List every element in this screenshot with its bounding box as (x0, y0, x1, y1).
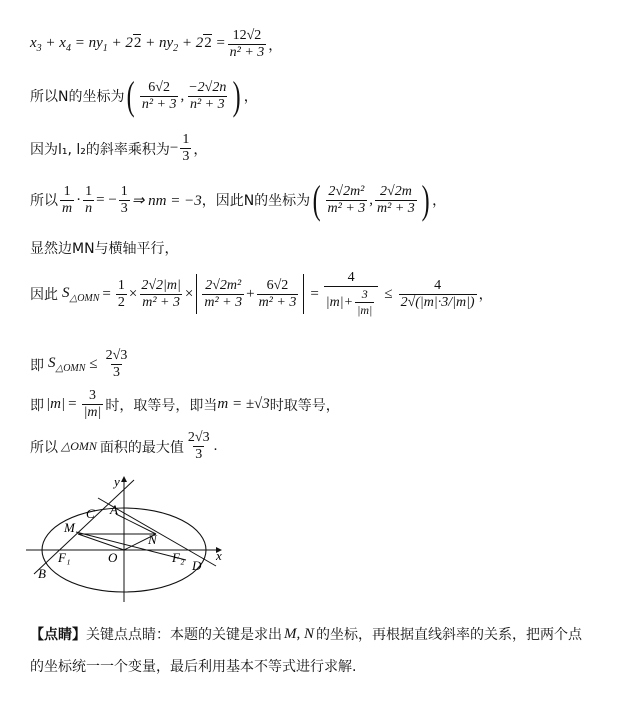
comment-line-1: 【点睛】 关键点点睛：本题的关键是求出 M, N 的坐标，再根据直线斜率的关系，把两个点 (30, 625, 582, 643)
label-M: M (64, 520, 75, 535)
label-B: B (38, 566, 46, 581)
equation-line-4: 所以 $\frac{1}{m}$ · $\frac{1}{n}$ = − $\frac{1}{3}$ ⇒ nm = −3 ，因此N的坐标为 ( $\frac{\text{2√2m²}}{\text{m² + 3}}$ , $\frac{2√2m}{\text{m² + 3}}$ ) ， (30, 177, 447, 222)
segment-AN (116, 514, 156, 534)
equation-line-8: 即 |m| = $\frac{3}{|m|}$ 时，取等号，即当 m = ±√3 时取等号， (30, 388, 340, 420)
label-A: A (110, 502, 118, 517)
equation-line-3: 因为l₁, l₂的斜率乘积为 − $\frac{1}{3}$ ， (30, 132, 208, 164)
line-through-F1 (34, 480, 134, 574)
label-C: C (86, 506, 95, 521)
equation-line-9: 所以 △OMN 面积的最大值 $\frac{2√3}{3}$ . (30, 430, 218, 462)
sum-expression: $x_3 + x_4 = ny_1 + 22 + ny_2 + 22$ = (30, 35, 226, 54)
label-F2: F₂ (172, 550, 185, 565)
label-N: N (148, 532, 157, 547)
equation-line-2: 所以N的坐标为 ( $\frac{6√2}{\text{n² + 3}}$ , $\frac{-2√2n}{\text{n² + 3}}$ ) ， (30, 73, 258, 118)
comment-bracket: 【点睛】 (30, 627, 86, 643)
label-x: x (216, 548, 222, 563)
label-O: O (108, 550, 118, 565)
equation-line-1: $x_3 + x_4 = ny_1 + 22 + ny_2 + 22$ = $\frac{12√2}{\text{n² + 3}}$ ， (30, 28, 283, 60)
equation-line-7: 即 $S_{\triangle OMN}$ ≤ $\frac{2√3}{3}$ (30, 348, 128, 380)
comment-line-2: 的坐标统一一个变量，最后利用基本不等式进行求解. (30, 659, 357, 675)
fraction: $\frac{12√2}{\text{n² + 3}}$ (229, 28, 265, 60)
fraction: $\frac{1}{3}$ (182, 132, 190, 164)
equation-line-6: 因此 $S_{\triangle OMN}$ = $\frac{1}{2}$ × $\frac{2√2|m|}{\text{m² + 3}}$ × $\frac{\text{2√2m²}}{\text{m² + 3}}$ + $\frac{6√2}{\text{m² + 3}}$ = 4 |m| + $\frac{3}{|m|}$ ≤ $\frac{4}{2√(|m|\cdot 3/|m|)}$ ， (30, 270, 493, 317)
fraction: $\frac{-2√2n}{\text{n² + 3}}$ (188, 79, 227, 112)
ellipse-figure (26, 474, 236, 604)
label-y: y (114, 474, 120, 489)
label-D: D (192, 558, 202, 573)
text-line-5: 显然边MN与横轴平行， (30, 241, 179, 257)
fraction: $\frac{6√2}{\text{n² + 3}}$ (141, 79, 177, 112)
label-F1: F₁ (58, 550, 71, 565)
